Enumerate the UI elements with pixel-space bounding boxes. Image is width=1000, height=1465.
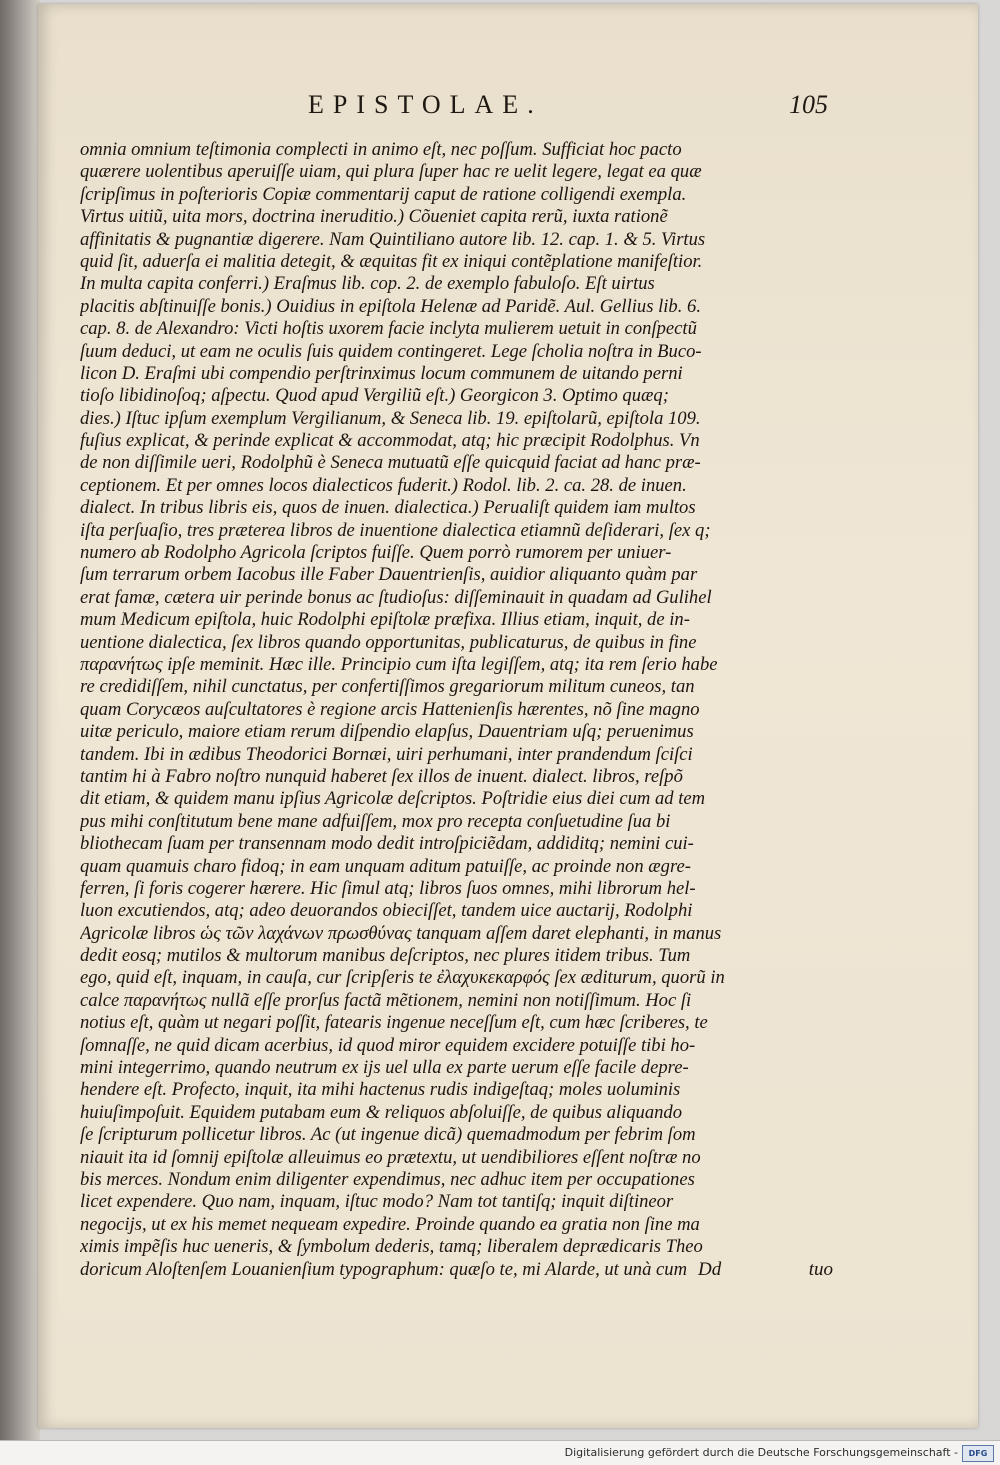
text-line: dialect. In tribus libris eis, quos de inuen. dialectica.) Perualiſt quidem iam multos (80, 497, 696, 519)
text-line: mini integerrimo, quando neutrum ex ijs uel ulla ex parte uerum eſſe facile depre- (80, 1057, 689, 1079)
body-text (80, 139, 830, 1281)
running-head (308, 90, 828, 126)
text-line: huiuſimpoſuit. Equidem putabam eum & reliquos abſoluiſſe, de quibus aliquando (80, 1101, 683, 1123)
text-line: negocijs, ut ex his memet nequeam expedire. Proinde quando ea gratia non ſine ma (80, 1213, 700, 1235)
text-line: iſta perſuaſio, tres præterea libros de inuentione dialectica etiamnũ deſiderari, ſex q; (80, 519, 711, 541)
text-line: tioſo libidinoſoq; aſpectu. Quod apud Vergiliũ eſt.) Georgicon 3. Optimo quæq; (80, 385, 669, 407)
text-line: tandem. Ibi in ædibus Theodorici Bornæi, uiri perhumani, inter prandendum ſciſci (80, 743, 693, 765)
text-line: de non diſſimile ueri, Rodolphũ è Seneca mutuatũ eſſe quicquid faciat ad hanc præ- (80, 452, 701, 474)
text-line: ſomnaſſe, ne quid dicam acerbius, id quod miror equidem excidere potuiſſe tibi ho- (80, 1034, 696, 1056)
text-line: pus mihi conſtitutum bene mane adfuiſſem, mox pro recepta conſuetudine ſua bi (80, 810, 671, 832)
text-line: ſum terrarum orbem Iacobus ille Faber Dauentrienſis, auidior aliquanto quàm par (80, 564, 698, 586)
running-title: EPISTOLAE. (308, 90, 543, 119)
text-line: licon D. Eraſmi ubi compendio perſtrinximus locum communem de uitando perni (80, 362, 683, 384)
text-line: ego, quid eſt, inquam, in cauſa, cur ſcripſeris te ἐλαχυκεκαρφός ſex æditurum, quorũ in (80, 967, 725, 989)
text-line: quam Corycæos auſcultatores è regione arcis Hattenienſis hærentes, nõ ſine magno (80, 698, 700, 720)
text-line: dit etiam, & quidem manu ipſius Agricolæ deſcriptos. Poſtridie eius diei cum ad tem (80, 788, 706, 810)
text-line: ferren, ſi foris cogerer hærere. Hic ſimul atq; libros ſuos omnes, mihi librorum hel- (80, 877, 696, 899)
text-line: παρανήτως ipſe meminit. Hæc ille. Principio cum iſta legiſſem, atq; ita rem ſerio habe (80, 653, 718, 675)
funding-credit: Digitalisierung gefördert durch die Deutsche Forschungsgemeinschaft - (564, 1446, 958, 1459)
text-line: re credidiſſem, nihil cunctatus, per confertiſſimos gregariorum militum cuneos, tan (80, 676, 695, 698)
text-line: ſcripſimus in poſterioris Copiæ commentarij caput de ratione colligendi exempla. (80, 183, 687, 205)
text-line: luon excutiendos, atq; adeo deuorandos obieciſſet, tandem uice auctarij, Rodolphi (80, 900, 693, 922)
book-spine-shadow (0, 0, 40, 1440)
text-line: placitis abſtinuiſſe bonis.) Ouidius in epiſtola Helenæ ad Paridẽ. Aul. Gellius lib. 6. (80, 295, 701, 317)
text-line: quærere uolentibus aperuiſſe uiam, qui plura ſuper hac re uelit legere, legat ea quæ (80, 161, 702, 183)
page-foot (698, 1259, 833, 1283)
signature-mark: Dd (698, 1259, 722, 1280)
text-line: doricum Aloſtenſem Louanienſium typographum: quæſo te, mi Alarde, ut unà cum (80, 1258, 688, 1280)
text-line: ceptionem. Et per omnes locos dialecticos fuderit.) Rodol. lib. 2. ca. 28. de inuen. (80, 474, 687, 496)
book-page-scan (38, 4, 978, 1428)
text-line: ſuum deduci, ut eam ne oculis ſuis quidem contingeret. Lege ſcholia noſtra in Buco- (80, 340, 702, 362)
text-line: Agricolæ libros ὡς τῶν λαχάνων πρωσθύνας tanquam aſſem daret elephanti, in manus (80, 922, 722, 944)
text-line: ximis impẽſis huc ueneris, & ſymbolum dederis, tamq; liberalem deprædicaris Theo (80, 1236, 703, 1258)
text-line: Virtus uitiũ, uita mors, doctrina ineruditio.) Cõueniet capita rerũ, iuxta rationẽ (80, 206, 668, 228)
text-line: erat famæ, cætera uir perinde bonus ac ſtudioſus: diſſeminauit in quadam ad Gulihel (80, 586, 712, 608)
catchword: tuo (808, 1259, 833, 1280)
text-line: affinitatis & pugnantiæ digerere. Nam Quintiliano autore lib. 12. cap. 1. & 5. Virtus (80, 228, 706, 250)
text-line: In multa capita conferri.) Eraſmus lib. cop. 2. de exemplo fabuloſo. Eſt uirtus (80, 273, 655, 295)
text-line: cap. 8. de Alexandro: Victi hoſtis uxorem facie inclyta mulierem uetuit in conſpectũ (80, 318, 697, 340)
page-number: 105 (789, 90, 828, 119)
text-line: notius eſt, quàm ut negari poſſit, fatearis ingenue neceſſum eſt, cum hæc ſcriberes, te (80, 1012, 708, 1034)
text-line: bis merces. Nondum enim diligenter expendimus, nec adhuc item per occupationes (80, 1168, 695, 1190)
text-line: uitæ periculo, maiore etiam rerum diſpendio elapſus, Dauentriam uſq; peruenimus (80, 721, 694, 743)
text-line: tantim hi à Fabro noſtro nunquid haberet ſex illos de inuent. dialect. libros, reſpõ (80, 765, 683, 787)
text-line: numero ab Rodolpho Agricola ſcriptos fuiſſe. Quem porrò rumorem per uniuer- (80, 542, 672, 564)
text-line: fuſius explicat, & perinde explicat & accommodat, atq; hic præcipit Rodolphus. Vn (80, 430, 700, 452)
text-line: dedit eosq; mutilos & multorum manibus deſcriptos, nec plures itidem tribus. Tum (80, 945, 691, 967)
text-line: ſe ſcripturum pollicetur libros. Ac (ut ingenue dicã) quemadmodum per febrim ſom (80, 1124, 696, 1146)
text-line: hendere eſt. Profecto, inquit, ita mihi hactenus rudis indigeſtaq; moles uoluminis (80, 1079, 681, 1101)
text-line: dies.) Iſtuc ipſum exemplum Vergilianum, & Seneca lib. 19. epiſtolarũ, epiſtola 109. (80, 407, 701, 429)
text-line: omnia omnium teſtimonia complecti in animo eſt, nec poſſum. Sufficiat hoc pacto (80, 139, 682, 160)
text-line: mum Medicum epiſtola, huic Rodolphi epiſtolæ præfixa. Illius etiam, inquit, de in- (80, 609, 690, 631)
text-line: quid ſit, aduerſa ei malitia detegit, & æquitas fit ex iniqui contẽplatione manifeſtior. (80, 250, 703, 272)
text-line: niauit ita id ſomnij epiſtolæ alleuimus eo prætextu, ut uendibiliores eſſent noſtræ no (80, 1146, 701, 1168)
text-line: bliothecam ſuam per transennam modo dedit introſpiciẽdam, addiditq; nemini cui- (80, 833, 694, 855)
digitization-footer (0, 1440, 1000, 1465)
text-line: licet expendere. Quo nam, inquam, iſtuc modo? Nam tot tantiſq; inquit diſtineor (80, 1191, 674, 1213)
text-line: calce παρανήτως nullã eſſe prorſus factã mẽtionem, nemini non notiſſimum. Hoc ſi (80, 989, 692, 1011)
text-line: quam quamuis charo fidoq; in eam unquam aditum patuiſſe, ac proinde non ægre- (80, 855, 691, 877)
dfg-logo: DFG (962, 1445, 994, 1462)
text-line: uentione dialectica, ſex libros quando opportunitas, publicaturus, de quibus in fine (80, 631, 697, 653)
